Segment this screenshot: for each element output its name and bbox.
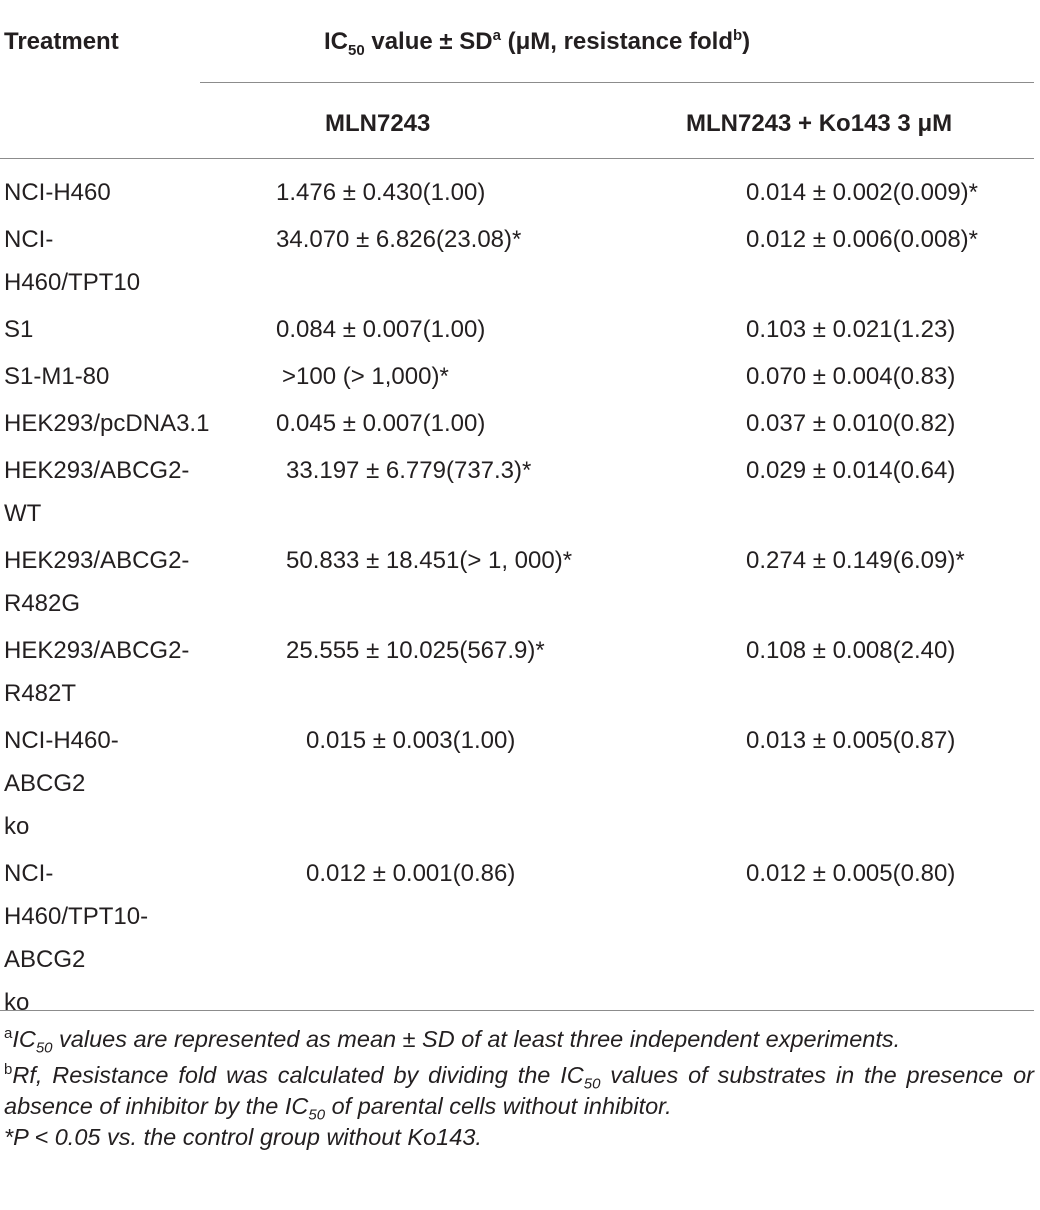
footnote-p-value: *P < 0.05 vs. the control group without Ko143. [4,1124,482,1150]
table-row [0,355,1040,398]
header-bottom-rule [0,158,1034,159]
table-row [0,629,1040,715]
table-bottom-rule [0,1010,1034,1011]
header-treatment: Treatment [4,28,119,55]
mln7243-ko143-value: 0.103 ± 0.021(1.23) [746,316,956,343]
header-mln7243-ko143: MLN7243 + Ko143 3 μM [686,110,953,137]
mln7243-value: 25.555 ± 10.025(567.9)* [286,637,545,664]
header-ic50-group: $IC_{50}$ value ± $SD^a$ (μM, resistance fold$^b$) [324,27,751,59]
treatment-cell: NCI- H460/TPT10- ABCG2 ko [4,860,149,1016]
mln7243-value: 1.476 ± 0.430(1.00) [276,179,486,206]
mln7243-value: 34.070 ± 6.826(23.08)* [276,226,522,253]
table-row [0,852,1040,1024]
treatment-cell: HEK293/pcDNA3.1 [4,410,210,437]
treatment-cell: HEK293/ABCG2- WT [4,457,190,527]
mln7243-value: 50.833 ± 18.451(> 1, 000)* [286,547,573,574]
treatment-cell: S1-M1-80 [4,363,110,390]
table-row [0,719,1040,848]
header-mln7243: MLN7243 [325,110,431,137]
header-group-rule [200,82,1034,83]
mln7243-ko143-value: 0.108 ± 0.008(2.40) [746,637,956,664]
treatment-cell: NCI- H460/TPT10 [4,226,141,296]
table-row [0,449,1040,535]
table-footnotes [4,1024,1034,1158]
mln7243-ko143-value: 0.012 ± 0.005(0.80) [746,860,956,887]
mln7243-value: 0.045 ± 0.007(1.00) [276,410,486,437]
mln7243-value: >100 (> 1,000)* [282,363,449,390]
table-body [0,171,1040,1028]
table-row [0,171,1040,214]
treatment-cell: NCI-H460- ABCG2 ko [4,727,119,840]
table-row [0,308,1040,351]
treatment-cell: HEK293/ABCG2- R482T [4,637,190,707]
footnote-b: $^b$Rf, Resistance fold was calculated by dividing the $IC_{50}$ values of substrates in the presence or absence of inhibitor by the $IC_{50}$ of parental cells without inhibitor. *P < 0.05 vs. the control group without Ko143. [4,1061,1034,1150]
mln7243-value: 0.084 ± 0.007(1.00) [276,316,486,343]
mln7243-ko143-value: 0.013 ± 0.005(0.87) [746,727,956,754]
table-row [0,402,1040,445]
mln7243-ko143-value: 0.014 ± 0.002(0.009)* [746,179,979,206]
treatment-cell: HEK293/ABCG2- R482G [4,547,190,617]
mln7243-value: 0.015 ± 0.003(1.00) [306,727,516,754]
footnote-a: $^aIC_{50}$ values are represented as mean ± SD of at least three independent experiments. [4,1025,901,1057]
mln7243-ko143-value: 0.070 ± 0.004(0.83) [746,363,956,390]
treatment-cell: S1 [4,316,34,343]
mln7243-ko143-value: 0.274 ± 0.149(6.09)* [746,547,965,574]
mln7243-ko143-value: 0.012 ± 0.006(0.008)* [746,226,979,253]
mln7243-ko143-value: 0.037 ± 0.010(0.82) [746,410,956,437]
mln7243-ko143-value: 0.029 ± 0.014(0.64) [746,457,956,484]
mln7243-value: 33.197 ± 6.779(737.3)* [286,457,532,484]
mln7243-value: 0.012 ± 0.001(0.86) [306,860,516,887]
table-row [0,539,1040,625]
treatment-cell: NCI-H460 [4,179,111,206]
table-row [0,218,1040,304]
